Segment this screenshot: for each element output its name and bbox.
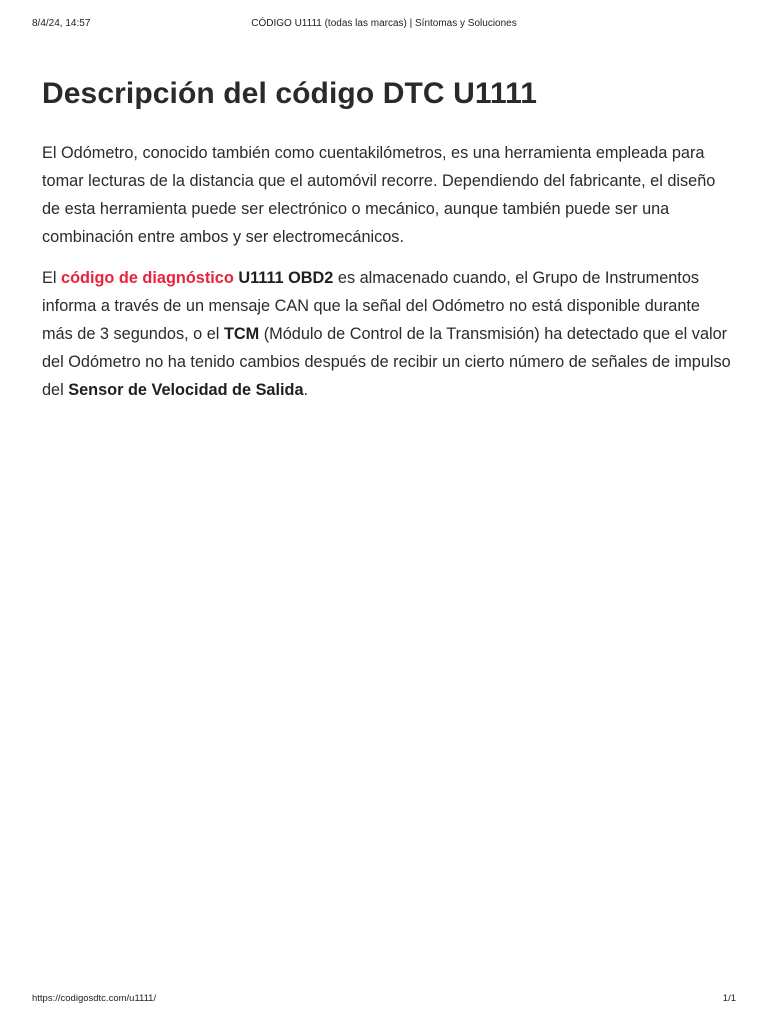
tcm-bold: TCM <box>223 325 260 343</box>
article-paragraph-2 <box>42 264 732 404</box>
article-content <box>42 74 732 417</box>
article-heading: Descripción del código DTC U1111 <box>42 77 538 110</box>
page-url: https://codigosdtc.com/u1111/ <box>32 993 157 1004</box>
article-paragraph-1: El Odómetro, conocido también como cuentakilómetros, es una herramienta empleada para tomar lecturas de la distancia que el automóvil recorre. Dependiendo del fabricante, el diseño de esta herramienta puede ser electrónico o mecánico, aunque también puede ser una combinación entre ambos y ser electromecánicos. <box>42 144 716 246</box>
print-datetime: 8/4/24, 14:57 <box>32 18 91 29</box>
page-number: 1/1 <box>722 993 736 1004</box>
print-header <box>32 18 736 32</box>
paragraph-text: . <box>303 381 309 399</box>
paragraph-text: (Módulo de Control de la Transmisión) ha detectado que el valor del Odómetro no ha tenido cambios después de recibir un cierto número de señales de impulso del <box>42 325 731 399</box>
print-page-title: CÓDIGO U1111 (todas las marcas) | Síntomas y Soluciones <box>251 18 517 29</box>
diagnostic-code-link[interactable]: código de diagnóstico <box>61 269 234 287</box>
paragraph-text: El <box>42 269 62 287</box>
dtc-code-bold: U1111 OBD2 <box>238 269 334 287</box>
paragraph-text: es almacenado cuando, el Grupo de Instrumentos informa a través de un mensaje CAN que la señal del Odómetro no está disponible durante más de 3 segundos, o el <box>42 269 700 343</box>
sensor-bold: Sensor de Velocidad de Salida <box>68 381 304 399</box>
print-footer <box>32 993 736 1005</box>
